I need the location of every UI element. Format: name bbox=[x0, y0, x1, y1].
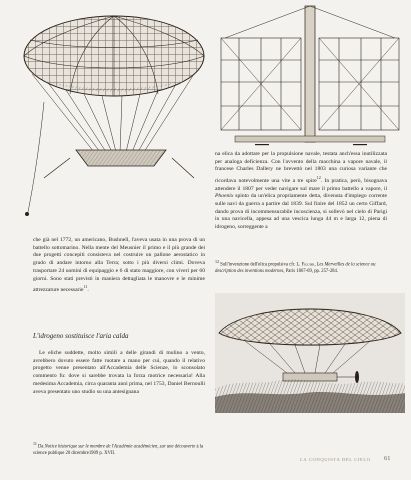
balloon-net-engraving bbox=[4, 2, 214, 240]
left-column-paragraph-1: che già nel 1772, un americano, Bushnell, l'aveva usata in una prova di un battello sottomarino. Nella mente del Meusnier il primo e il più grande dei due progetti concepiti consisteva nel costruire un pallone aerostatico in grado di andare intorno alla Terra; sotto i più diversi climi. Doveva trasportare 24 uomini di equipaggio e 6 di stato maggiore, con viveri per 60 giorni. Sono stati previsti in maniera dettagliata le manovre e le minime attrezzature necessarie$^{11}$. bbox=[33, 237, 205, 294]
airship-engraving bbox=[215, 293, 405, 413]
propeller-technical-drawing bbox=[215, 2, 407, 150]
left-footnote: 11 Da Notice historique sur le membre de l'Académie académicien, sur une découverte à la science publique 20 dicembre1909 p. XVII. bbox=[33, 441, 204, 456]
right-column-paragraph-1: na elica da adottare per la propulsione navale, testata anch'essa inutilizzata per analoga deficienza. Con l'avvento della macchina a vapore navale, il francese Charles Dallery ne brevettò nel 1803 una curiosa variante che ricordava notevolmente una vite a tre spire$^{12}$. In pratica, però, bisognava attendere il 1807 per veder navigare sul mare il primo battello a vapore, il Phoenix spinto da un'elica propriamente detta, divenuta d'impiego corrente sulle navi da guerra a partire dal 1839. Sul finire del 1852 un certo Giffard, dando prova di incommensurabile incoscienza, si sollevò nel cielo di Parigi in una navicella, appesa ad una vescica lunga 44 m e larga 12, piena di idrogeno, sorreggente a bbox=[215, 151, 387, 231]
page-number: 61 bbox=[384, 455, 391, 462]
left-column-paragraph-2: Le eliche suddette, molto simili a delle girandi di mulino a vento, avrebbero dovuto essere fatte ruotare a mano per cui, quando il relativo progetto venne presentato all'Accademia delle Scienze, lo sconsolato commento fu: dove si sarebbe trovata la forza motrice necessaria! Alla medesima Accademia, circa quaranta anni prima, nel 1753, Daniel Bernoulli aveva presentato uno studio su una antesignana bbox=[33, 350, 205, 395]
running-head: LA CONQUISTA DEL CIELO bbox=[300, 457, 371, 462]
section-heading: L'idrogeno sostituisce l'aria calda bbox=[33, 332, 129, 340]
right-footnote: 12 Sull'invenzione dell'elica propulsiva cfr. L. Figuier, Les Merveilles de la science ou description des inventions modernes, Paris 1867-69, pp. 257-284. bbox=[215, 259, 376, 274]
